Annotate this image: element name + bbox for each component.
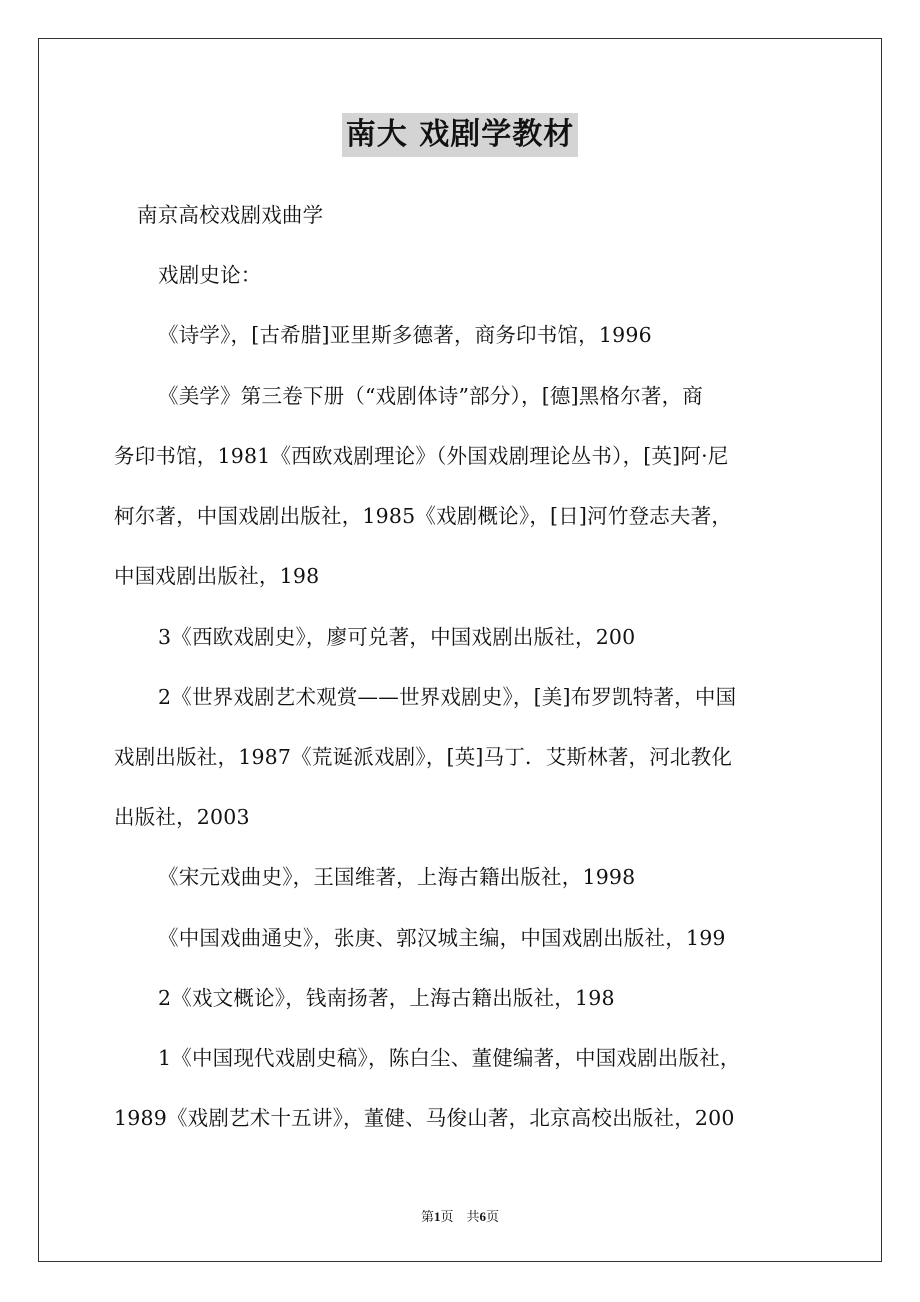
footer-page-number: 1 — [433, 1209, 441, 1224]
text-line-11: 出版社，2003 — [114, 805, 250, 829]
footer-total-pages: 6 — [479, 1209, 486, 1224]
text-line-3: 《诗学》，[古希腊]亚里斯多德著，商务印书馆，1996 — [158, 323, 652, 347]
text-line-16: 1989《戏剧艺术十五讲》，董健、马俊山著，北京高校出版社，200 — [114, 1106, 735, 1130]
text-line-4: 《美学》第三卷下册（“戏剧体诗”部分），[德]黑格尔著，商 — [158, 384, 704, 408]
text-line-2: 戏剧史论： — [158, 263, 262, 287]
text-line-1: 南京高校戏剧戏曲学 — [137, 203, 324, 227]
text-line-13: 《中国戏曲通史》，张庚、郭汉城主编，中国戏剧出版社，199 — [158, 926, 726, 950]
text-line-8: 3《西欧戏剧史》，廖可兑著，中国戏剧出版社，200 — [158, 625, 636, 649]
footer-middle: 页 共 — [440, 1209, 480, 1224]
text-line-15: 1《中国现代戏剧史稿》，陈白尘、董健编著，中国戏剧出版社， — [158, 1046, 741, 1070]
title-container — [0, 113, 920, 157]
text-line-5: 务印书馆，1981《西欧戏剧理论》（外国戏剧理论丛书），[英]阿·尼 — [114, 444, 729, 468]
footer-prefix: 第 — [420, 1209, 434, 1224]
text-line-7: 中国戏剧出版社，198 — [114, 564, 320, 588]
text-line-12: 《宋元戏曲史》，王国维著，上海古籍出版社，1998 — [158, 865, 636, 889]
text-line-6: 柯尔著，中国戏剧出版社，1985《戏剧概论》，[日]河竹登志夫著， — [114, 504, 733, 528]
footer-suffix: 页 — [486, 1209, 500, 1224]
document-title: 南大 戏剧学教材 — [342, 113, 578, 157]
text-line-14: 2《戏文概论》，钱南扬著，上海古籍出版社，198 — [158, 986, 615, 1010]
page-footer — [0, 1206, 920, 1225]
text-line-10: 戏剧出版社，1987《荒诞派戏剧》，[英]马丁．艾斯林著，河北教化 — [114, 745, 733, 769]
text-line-9: 2《世界戏剧艺术观赏——世界戏剧史》，[美]布罗凯特著，中国 — [158, 685, 737, 709]
